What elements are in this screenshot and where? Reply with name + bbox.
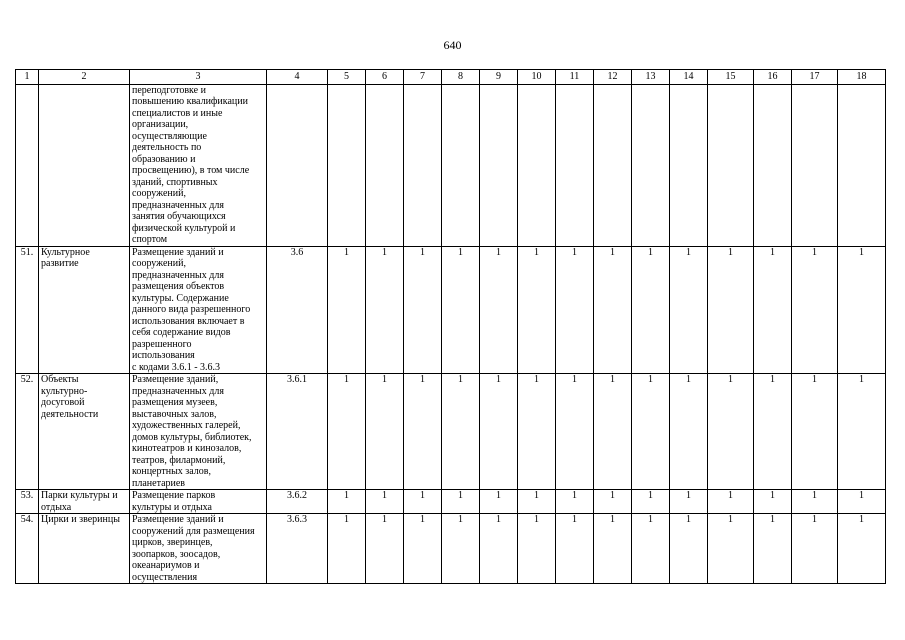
zone-value-cell [838,84,886,246]
use-description-cell [130,84,267,246]
column-number-cell: 3 [130,70,267,85]
zone-value-cell: 1 [518,514,556,584]
column-number-cell: 4 [267,70,328,85]
zone-value-cell: 1 [708,246,754,374]
zone-value-cell: 1 [632,374,670,490]
zone-value-cell: 1 [518,246,556,374]
column-number-cell: 5 [328,70,366,85]
zone-value-cell: 1 [594,246,632,374]
zone-value-cell: 1 [404,514,442,584]
zone-value-cell [594,84,632,246]
zone-value-cell: 1 [838,374,886,490]
zone-value-cell: 1 [792,490,838,514]
zone-value-cell [754,84,792,246]
column-number-cell: 6 [366,70,404,85]
zone-value-cell: 1 [442,490,480,514]
zone-value-cell [670,84,708,246]
column-number-cell: 16 [754,70,792,85]
column-number-cell: 11 [556,70,594,85]
zone-value-cell: 1 [754,246,792,374]
use-code-cell: 3.6 [267,246,328,374]
zone-value-cell: 1 [792,514,838,584]
zone-value-cell: 1 [708,374,754,490]
zone-value-cell: 1 [670,490,708,514]
use-code-cell: 3.6.2 [267,490,328,514]
zone-value-cell [632,84,670,246]
column-number-cell: 12 [594,70,632,85]
use-description-cell [130,514,267,584]
zone-value-cell: 1 [670,246,708,374]
row-number-cell: 53. [16,490,39,514]
table-row [16,246,886,374]
use-description-text: Размещение зданий, предназначенных для размещения музеев, выставочных залов, художественных галерей, домов культуры, библиотек, кинотеатров и кинозалов, театров, филармоний, концертных залов, планетариев [132,374,252,489]
use-name-cell: Парки культуры и отдыха [39,490,130,514]
column-number-cell: 2 [39,70,130,85]
use-description-cell [130,490,267,514]
column-number-cell: 1 [16,70,39,85]
zone-value-cell [518,84,556,246]
column-number-cell: 15 [708,70,754,85]
zone-value-cell: 1 [556,374,594,490]
zone-value-cell: 1 [594,490,632,514]
row-number-cell [16,84,39,246]
column-number-cell: 13 [632,70,670,85]
use-name-cell: Цирки и зверинцы [39,514,130,584]
zone-value-cell: 1 [632,490,670,514]
zone-value-cell: 1 [518,490,556,514]
zone-value-cell: 1 [442,246,480,374]
zone-value-cell: 1 [556,246,594,374]
zone-value-cell: 1 [518,374,556,490]
column-number-row [16,70,886,85]
zone-value-cell: 1 [632,246,670,374]
zone-value-cell: 1 [404,490,442,514]
table-row [16,490,886,514]
use-name-cell [39,84,130,246]
zone-value-cell: 1 [594,514,632,584]
column-number-cell: 9 [480,70,518,85]
use-code-cell: 3.6.1 [267,374,328,490]
zone-value-cell: 1 [404,246,442,374]
table-row [16,514,886,584]
zone-value-cell [328,84,366,246]
zone-value-cell: 1 [366,374,404,490]
zone-value-cell: 1 [838,514,886,584]
use-name-cell: Культурное развитие [39,246,130,374]
zone-value-cell: 1 [632,514,670,584]
use-code-cell: 3.6.3 [267,514,328,584]
zone-value-cell: 1 [442,374,480,490]
zone-value-cell: 1 [404,374,442,490]
zone-value-cell [792,84,838,246]
zone-value-cell [404,84,442,246]
land-use-table [15,69,886,584]
zone-value-cell: 1 [670,374,708,490]
use-code-cell [267,84,328,246]
page-number: 640 [443,38,462,52]
use-description-text: Размещение зданий и сооружений для размещения цирков, зверинцев, зоопарков, зоосадов, океанариумов и осуществления [132,514,255,583]
zone-value-cell: 1 [754,374,792,490]
column-number-cell: 18 [838,70,886,85]
zone-value-cell: 1 [792,374,838,490]
zone-value-cell: 1 [366,246,404,374]
zone-value-cell: 1 [838,246,886,374]
zone-value-cell [442,84,480,246]
column-number-cell: 10 [518,70,556,85]
zone-value-cell: 1 [328,490,366,514]
zone-value-cell: 1 [442,514,480,584]
use-description-text: Размещение зданий и сооружений, предназначенных для размещения объектов культуры. Содержание данного вида разрешенного использования включает в себя содержание видов разрешенного использования с кодами 3.6.1 - 3.6.3 [132,246,251,373]
zone-value-cell: 1 [480,246,518,374]
column-number-cell: 17 [792,70,838,85]
column-number-cell: 7 [404,70,442,85]
zone-value-cell: 1 [556,490,594,514]
zone-value-cell: 1 [480,514,518,584]
zone-value-cell: 1 [328,246,366,374]
table-row [16,84,886,246]
row-number-cell: 52. [16,374,39,490]
row-number-cell: 51. [16,246,39,374]
zone-value-cell: 1 [480,490,518,514]
zone-value-cell: 1 [366,514,404,584]
table-row [16,374,886,490]
zone-value-cell: 1 [754,514,792,584]
zone-value-cell: 1 [754,490,792,514]
use-description-text: переподготовке и повышению квалификации специалистов и иные организации, осуществляющие деятельность по образованию и просвещению), в том числе зданий, спортивных сооружений, предназначенных для занятия обучающихся физической культурой и спортом [132,84,250,245]
zone-value-cell: 1 [708,490,754,514]
use-description-cell [130,374,267,490]
zone-value-cell: 1 [670,514,708,584]
column-number-cell: 8 [442,70,480,85]
zone-value-cell: 1 [328,514,366,584]
zone-value-cell: 1 [480,374,518,490]
zone-value-cell: 1 [708,514,754,584]
zone-value-cell [366,84,404,246]
zone-value-cell [556,84,594,246]
zone-value-cell: 1 [594,374,632,490]
zone-value-cell: 1 [556,514,594,584]
use-description-cell [130,246,267,374]
zone-value-cell [480,84,518,246]
zone-value-cell: 1 [366,490,404,514]
column-number-cell: 14 [670,70,708,85]
use-name-cell: Объекты культурно-досуговой деятельности [39,374,130,490]
zone-value-cell [708,84,754,246]
row-number-cell: 54. [16,514,39,584]
zone-value-cell: 1 [792,246,838,374]
zone-value-cell: 1 [328,374,366,490]
use-description-text: Размещение парков культуры и отдыха [132,490,216,513]
zone-value-cell: 1 [838,490,886,514]
